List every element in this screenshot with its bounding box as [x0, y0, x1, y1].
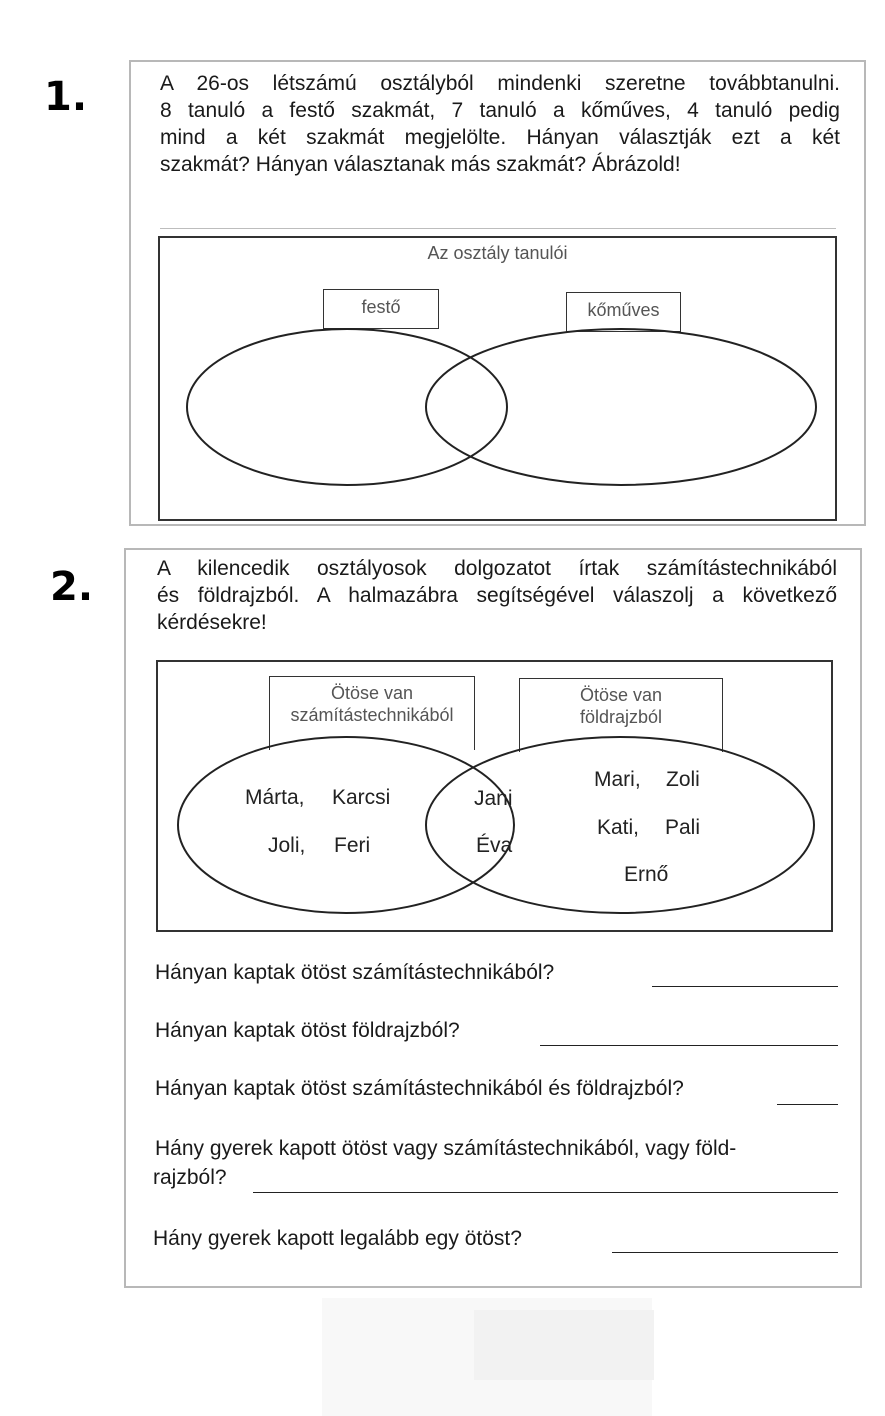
both-name-1: Jani — [474, 787, 513, 810]
problem-1-number: 1. — [44, 74, 88, 120]
problem-1-line-1: A 26-os létszámú osztályból mindenki szeretne továbbtanulni. — [160, 72, 840, 95]
question-4-line-1: Hány gyerek kapott ötöst vagy számítástechnikából, vagy föld- — [155, 1137, 737, 1160]
problem-1-text — [160, 70, 840, 178]
only-a-name-2: Karcsi — [332, 786, 391, 809]
answer-line-5[interactable] — [612, 1252, 838, 1253]
only-b-name-1: Mari, — [594, 768, 641, 791]
answer-line-1[interactable] — [652, 986, 838, 987]
answer-line-2[interactable] — [540, 1045, 838, 1046]
problem-2-set-a-label — [269, 676, 475, 750]
only-a-name-4: Feri — [334, 834, 371, 857]
scan-smudge-2 — [474, 1310, 654, 1380]
only-b-name-4: Pali — [665, 816, 701, 839]
problem-2-set-b-label — [519, 678, 723, 752]
both-name-2: Éva — [476, 834, 513, 857]
problem-2-set-b-label-line-2: földrajzból — [579, 707, 663, 727]
question-3: Hányan kaptak ötöst számítástechnikából és földrajzból? — [155, 1077, 684, 1100]
problem-1-venn-title: Az osztály tanulói — [427, 243, 568, 263]
problem-2-number: 2. — [50, 564, 94, 610]
problem-2-set-a-label-line-2: számítástechnikából — [290, 705, 454, 725]
problem-1-line-4: szakmát? Hányan választanak más szakmát? Ábrázold! — [160, 153, 681, 176]
problem-2-line-2: és földrajzból. A halmazábra segítségével válaszolj a következő — [157, 584, 837, 607]
only-a-name-3: Joli, — [268, 834, 306, 857]
problem-2-line-1: A kilencedik osztályosok dolgozatot írtak számítástechnikából — [157, 557, 837, 580]
only-b-name-5: Ernő — [624, 863, 669, 886]
question-4-line-2: rajzból? — [153, 1166, 227, 1189]
problem-1-set-a-label-text: festő — [361, 297, 401, 317]
answer-line-3[interactable] — [777, 1104, 838, 1105]
problem-1-set-a-label — [323, 289, 439, 329]
question-2: Hányan kaptak ötöst földrajzból? — [155, 1019, 460, 1042]
only-b-name-2: Zoli — [666, 768, 700, 791]
problem-1-set-b-label-text: kőműves — [587, 300, 660, 320]
answer-line-4[interactable] — [253, 1192, 838, 1193]
problem-2-set-b-label-line-1: Ötöse van — [579, 685, 663, 705]
problem-2-set-a-label-line-1: Ötöse van — [330, 683, 414, 703]
problem-1-venn-frame — [158, 236, 837, 521]
question-5: Hány gyerek kapott legalább egy ötöst? — [153, 1227, 522, 1250]
only-b-name-3: Kati, — [597, 816, 640, 839]
problem-1-line-2: 8 tanuló a festő szakmát, 7 tanuló a kőműves, 4 tanuló pedig — [160, 99, 840, 122]
problem-1-set-b-label — [566, 292, 681, 332]
only-a-name-1: Márta, — [245, 786, 305, 809]
problem-2-line-3: kérdésekre! — [157, 611, 267, 634]
problem-2-text — [157, 555, 837, 636]
question-1: Hányan kaptak ötöst számítástechnikából? — [155, 961, 555, 984]
problem-1-separator — [160, 228, 836, 229]
problem-1-line-3: mind a két szakmát megjelölte. Hányan választják ezt a két — [160, 126, 840, 149]
